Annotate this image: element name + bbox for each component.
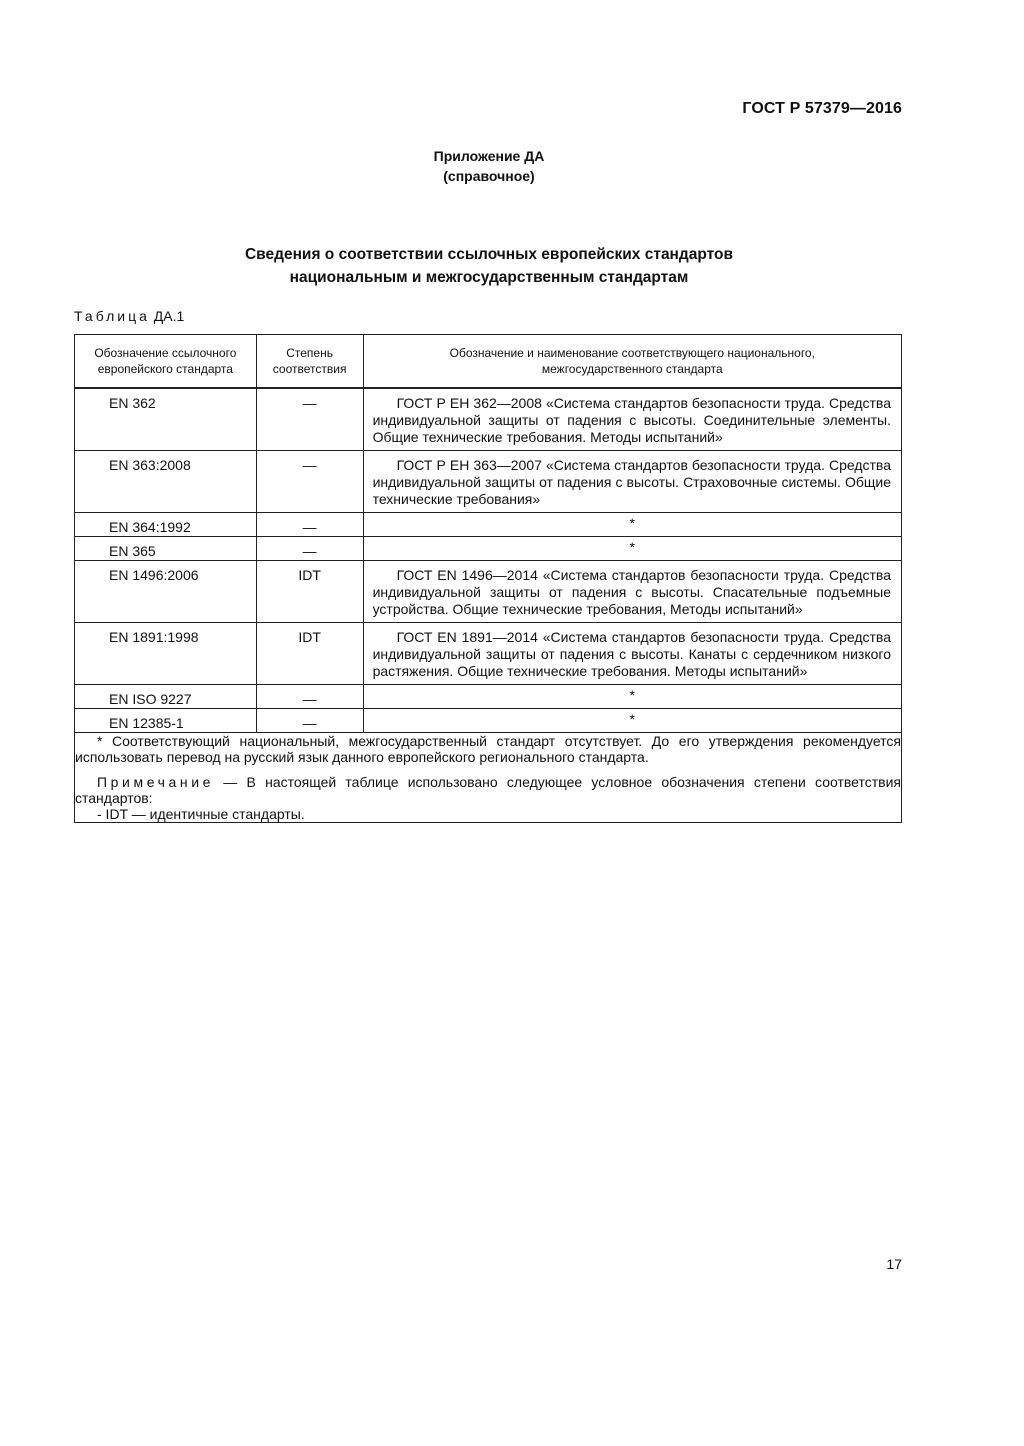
degree-cell — [256, 388, 363, 451]
reference-code: EN ISO 9227 — [109, 691, 192, 707]
table-row — [75, 451, 902, 513]
table-row — [75, 709, 902, 733]
degree-cell — [256, 623, 363, 685]
standard-name — [364, 389, 901, 450]
table-footer-row — [75, 733, 902, 823]
table-row — [75, 685, 902, 709]
degree-cell — [256, 451, 363, 513]
standard-name — [364, 623, 901, 684]
degree-value: — — [302, 395, 317, 411]
note-text: — В настоящей таблице использовано следующее условное обозначения степени соответствия стандартов: — [75, 774, 901, 806]
code-cell — [75, 709, 257, 733]
degree-value: — — [302, 519, 317, 535]
name-cell — [363, 537, 901, 561]
reference-code: EN 364:1992 — [109, 519, 191, 535]
degree-value: — — [302, 543, 317, 559]
footnote-cell — [75, 733, 902, 823]
degree-value: — — [302, 691, 317, 707]
header-col1-line1: Обозначение ссылочного — [94, 346, 237, 360]
degree-value: IDT — [298, 629, 321, 645]
degree-cell — [256, 685, 363, 709]
note-item: - IDT — идентичные стандарты. — [97, 806, 305, 822]
header-col1-line2: европейского стандарта — [97, 362, 233, 376]
degree-value: — — [302, 457, 317, 473]
degree-cell — [256, 561, 363, 623]
header-col3-line1: Обозначение и наименование соответствующего национального, — [449, 346, 815, 360]
table-header-row — [75, 335, 902, 389]
standard-name-text: ГОСТ EN 1496—2014 «Система стандартов безопасности труда. Средства индивидуальной защиты от падения с высоты. Спасательные подъемные устройства. Общие технические требования, Методы испытаний» — [372, 567, 891, 617]
table-caption-number: ДА.1 — [153, 308, 185, 324]
table-caption — [74, 308, 184, 324]
table-row — [75, 388, 902, 451]
degree-cell — [256, 513, 363, 537]
reference-code: EN 12385-1 — [109, 715, 184, 731]
name-cell — [363, 561, 901, 623]
standard-name-text: ГОСТ EN 1891—2014 «Система стандартов безопасности труда. Средства индивидуальной защиты от падения с высоты. Канаты с сердечником низкого растяжения. Общие технические требования. Методы испытаний» — [372, 629, 891, 679]
page-number: 17 — [886, 1256, 902, 1272]
note-label: Примечание — [97, 774, 215, 790]
header-degree — [256, 335, 363, 389]
appendix-heading — [0, 146, 978, 186]
appendix-subtitle: (справочное) — [443, 168, 535, 184]
degree-value: — — [302, 715, 317, 731]
degree-value: IDT — [298, 567, 321, 583]
reference-code: EN 1891:1998 — [109, 629, 199, 645]
standard-name-text: ГОСТ Р ЕН 363—2007 «Система стандартов безопасности труда. Средства индивидуальной защиты от падения с высоты. Страховочные системы. Общие технические требования» — [372, 457, 891, 507]
table-row — [75, 561, 902, 623]
reference-code: EN 362 — [109, 395, 156, 411]
code-cell — [75, 537, 257, 561]
name-cell — [363, 388, 901, 451]
name-cell — [363, 685, 901, 709]
section-title-line-1: Сведения о соответствии ссылочных европейских стандартов — [244, 246, 734, 263]
name-cell — [363, 709, 901, 733]
header-national-standard — [363, 335, 901, 389]
header-col2-line2: соответствия — [272, 362, 347, 376]
appendix-title: Приложение ДА — [433, 148, 545, 164]
name-cell — [363, 451, 901, 513]
reference-code: EN 363:2008 — [109, 457, 191, 473]
header-col2-line1: Степень — [286, 346, 333, 360]
table-row — [75, 513, 902, 537]
code-cell — [75, 388, 257, 451]
code-cell — [75, 561, 257, 623]
footnote-marker: * — [629, 711, 635, 727]
standard-name — [364, 451, 901, 512]
table-row — [75, 623, 902, 685]
name-cell — [363, 513, 901, 537]
degree-cell — [256, 537, 363, 561]
name-cell — [363, 623, 901, 685]
footnote-marker: * — [629, 687, 635, 703]
footnote-text: * Соответствующий национальный, межгосударственный стандарт отсутствует. До его утверждения рекомендуется использовать перевод на русский язык данного европейского регионального стандарта. — [75, 733, 901, 765]
section-title — [0, 243, 978, 289]
code-cell — [75, 451, 257, 513]
code-cell — [75, 623, 257, 685]
reference-code: EN 1496:2006 — [109, 567, 199, 583]
standard-name — [364, 561, 901, 622]
code-cell — [75, 513, 257, 537]
header-reference-standard — [75, 335, 257, 389]
section-title-line-2: национальным и межгосударственным стандартам — [289, 269, 689, 286]
code-cell — [75, 685, 257, 709]
reference-code: EN 365 — [109, 543, 156, 559]
footnote-marker: * — [629, 539, 635, 555]
document-code: ГОСТ Р 57379—2016 — [742, 100, 902, 117]
header-col3-line2: межгосударственного стандарта — [541, 362, 723, 376]
table-row — [75, 537, 902, 561]
degree-cell — [256, 709, 363, 733]
table-caption-word: Таблица — [74, 308, 150, 324]
standards-table — [74, 334, 902, 823]
standard-name-text: ГОСТ Р ЕН 362—2008 «Система стандартов безопасности труда. Средства индивидуальной защиты от падения с высоты. Соединительные элементы. Общие технические требования. Методы испытаний» — [372, 395, 891, 445]
footnote-marker: * — [629, 515, 635, 531]
table-note — [75, 774, 901, 806]
